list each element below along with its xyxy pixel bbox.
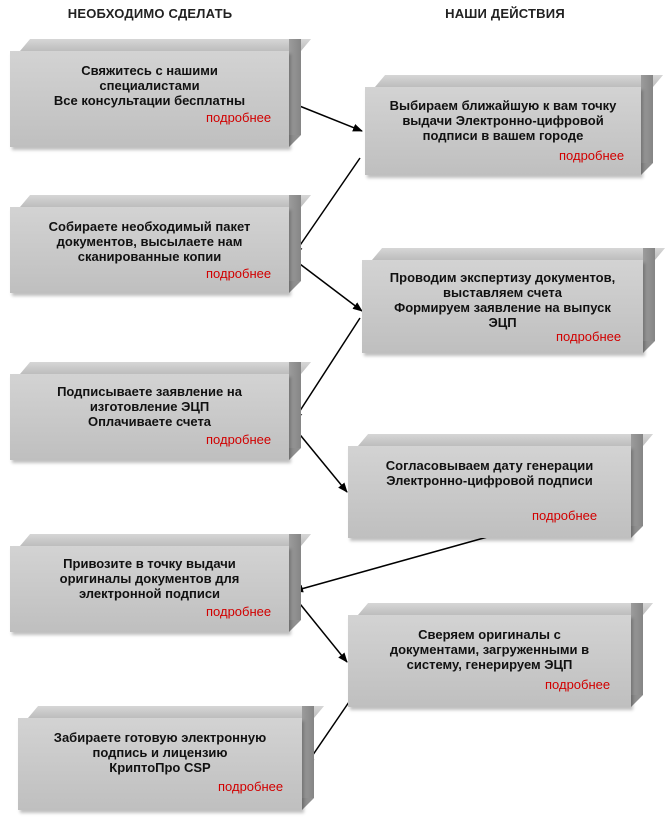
left-step-5 [18,718,302,810]
step-text-line: Свяжитесь с нашими [81,63,218,78]
more-link[interactable]: подробнее [545,677,611,692]
column-title-right: НАШИ ДЕЙСТВИЯ [445,6,565,21]
step-text-line: Проводим экспертизу документов, [389,270,616,285]
more-link[interactable]: подробнее [556,329,622,344]
step-text-line: выставляем счета [443,285,562,300]
step-text-line: подпись и лицензию [92,745,228,760]
left-step-1 [10,51,289,147]
step-text-line: изготовление ЭЦП [89,399,210,414]
left-step-2 [10,207,289,293]
more-link[interactable]: подробнее [532,508,598,523]
step-text-line: Собираете необходимый пакет [48,219,251,234]
step-text-line: Привозите в точку выдачи [63,556,236,571]
step-text-line: Электронно-цифровой подписи [386,473,593,488]
step-text-line: оригиналы документов для [59,571,240,586]
step-text-line: Выбираем ближайшую к вам точку [389,98,617,113]
column-title-left: НЕОБХОДИМО СДЕЛАТЬ [67,6,233,21]
more-link[interactable]: подробнее [206,604,272,619]
step-text-line: Формируем заявление на выпуск [394,300,611,315]
step-text-line: документов, высылаете нам [56,234,243,249]
right-step-3 [348,446,631,538]
step-text-line: систему, генерируем ЭЦП [406,657,573,672]
step-text-line: документами, загруженными в [389,642,590,657]
step-text-line: подписи в вашем городе [422,128,584,143]
left-step-3 [10,374,289,460]
step-text-line: КриптоПро CSP [109,760,211,775]
more-link[interactable]: подробнее [559,148,625,163]
right-step-4 [348,615,631,707]
arrow-1 [292,103,362,131]
more-link[interactable]: подробнее [206,110,272,125]
arrow-6 [294,536,491,591]
step-text-line: Подписываете заявление на [57,384,242,399]
right-step-2 [362,260,643,353]
step-text-line: Согласовываем дату генерации [385,458,594,473]
more-link[interactable]: подробнее [206,266,272,281]
more-link[interactable]: подробнее [206,432,272,447]
step-text-line: Сверяем оригиналы с [418,627,561,642]
step-text-line: ЭЦП [488,315,517,330]
step-text-line: сканированные копии [77,249,222,264]
step-text-line: Оплачиваете счета [87,414,212,429]
step-text-line: специалистами [99,78,200,93]
arrow-2 [294,158,360,254]
more-link[interactable]: подробнее [218,779,284,794]
left-step-4 [10,546,289,632]
arrow-3 [292,258,362,311]
step-text-line: Все консультации бесплатны [53,93,246,108]
right-step-1 [365,87,641,175]
step-text-line: выдачи Электронно-цифровой [402,113,604,128]
step-text-line: Забираете готовую электронную [53,730,267,745]
step-text-line: электронной подписи [78,586,221,601]
